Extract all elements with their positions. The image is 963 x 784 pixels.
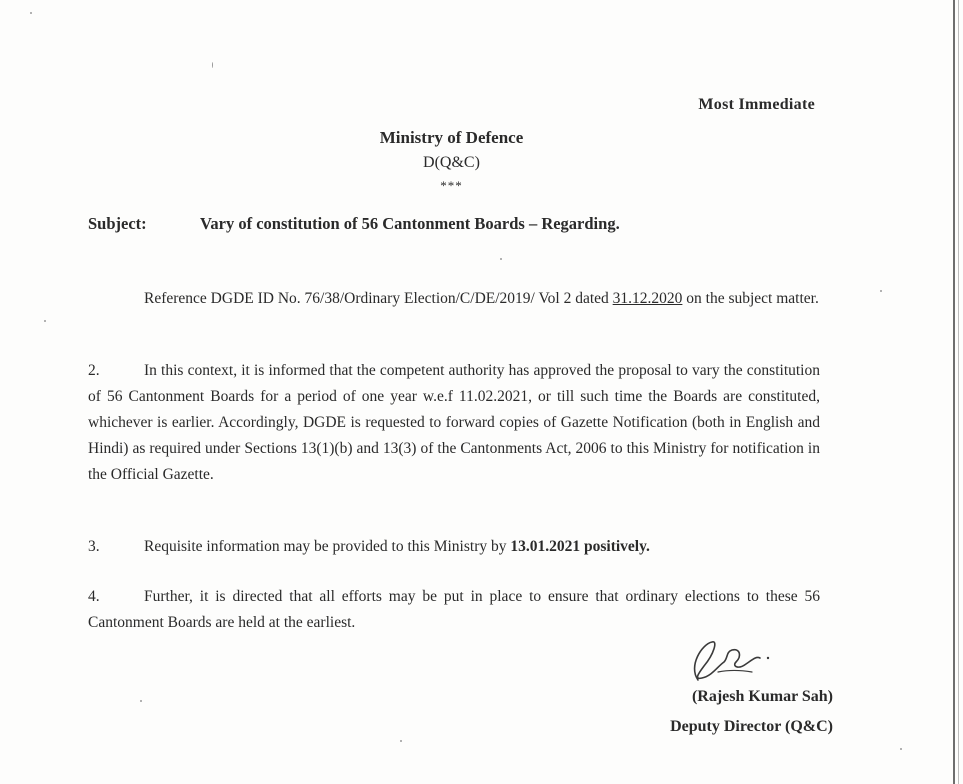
scan-edge-line xyxy=(953,0,955,784)
paragraph-2-text: In this context, it is informed that the competent authority has approved the proposal to vary the constitution of 56 Cantonment Boards for a period of one year w.e.f 11.02.2021, or till such time the Boards are constituted, whichever is earlier. Accordingly, DGDE is requested to forward copies of Gazette Notification (both in English and Hindi) as required under Sections 13(1)(b) and 13(3) of the Cantonments Act, 2006 to this Ministry for notification in the Official Gazette. xyxy=(88,362,820,483)
subject-label: Subject: xyxy=(88,214,147,233)
paragraph-1 xyxy=(88,286,820,312)
handwritten-signature xyxy=(668,636,778,686)
signatory-designation: Deputy Director (Q&C) xyxy=(670,718,833,735)
paragraph-2 xyxy=(88,358,820,488)
scan-speck xyxy=(880,290,882,292)
paragraph-4-text: Further, it is directed that all efforts may be put in place to ensure that ordinary elections to these 56 Cantonment Boards are held at the earliest. xyxy=(88,588,820,631)
paragraph-3 xyxy=(88,534,820,560)
paragraph-number: 2. xyxy=(88,362,100,379)
priority-marking: Most Immediate xyxy=(698,96,815,113)
deadline-date: 13.01.2021 positively. xyxy=(510,538,650,555)
ministry-name: Ministry of Defence xyxy=(379,128,524,147)
scan-speck xyxy=(500,258,502,260)
scan-speck xyxy=(140,700,142,702)
scan-edge-line-faint xyxy=(958,0,959,784)
subject-text: Vary of constitution of 56 Cantonment Boards – Regarding. xyxy=(200,214,620,233)
paragraph-number: 3. xyxy=(88,538,100,555)
paragraph-4 xyxy=(88,584,820,636)
scan-speck xyxy=(212,62,213,68)
section-code: D(Q&C) xyxy=(423,154,480,171)
paragraph-1-text-b: on the subject matter. xyxy=(682,290,819,307)
reference-date: 31.12.2020 xyxy=(612,290,683,307)
scan-speck xyxy=(900,748,902,750)
paragraph-number: 4. xyxy=(88,588,100,605)
signatory-name: (Rajesh Kumar Sah) xyxy=(691,688,833,705)
subject-line xyxy=(88,214,828,234)
paragraph-1-text-a: Reference DGDE ID No. 76/38/Ordinary Election/C/DE/2019/ Vol 2 dated xyxy=(144,290,613,307)
scan-speck xyxy=(400,740,402,742)
separator-stars: *** xyxy=(440,178,463,193)
scan-speck xyxy=(30,12,32,14)
scan-speck xyxy=(44,320,46,322)
paragraph-3-text: Requisite information may be provided to this Ministry by xyxy=(144,538,511,555)
